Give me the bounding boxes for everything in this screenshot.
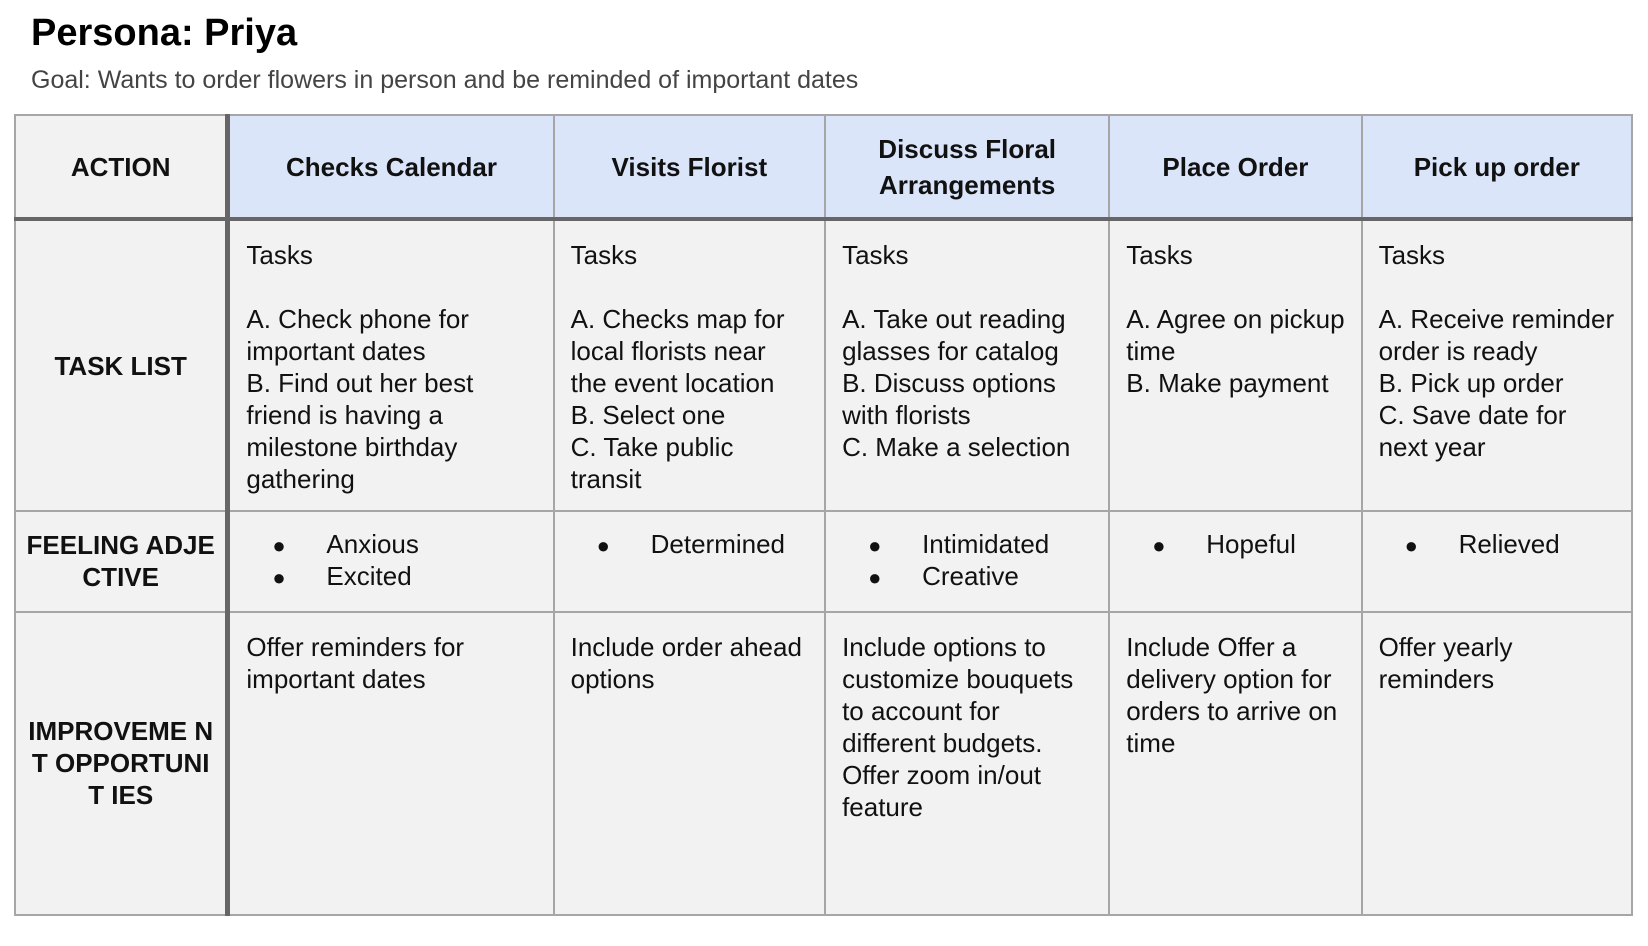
stage-header-pick-up-order: Pick up order	[1362, 115, 1632, 219]
improvement-row	[15, 612, 1632, 915]
stage-header-visits-florist: Visits Florist	[554, 115, 825, 219]
feeling-cell-discuss-floral	[825, 511, 1109, 612]
feeling-cell-pick-up-order	[1362, 511, 1632, 612]
improvement-text: Offer reminders for important dates	[246, 631, 465, 694]
feeling-item	[826, 528, 1108, 560]
bullet-dot-icon: ●	[1404, 533, 1418, 559]
improvement-text: Include options to customize bouquets to account for different budgets. Offer zoom in/out feature	[842, 631, 1074, 822]
feeling-cell-checks-calendar	[228, 511, 554, 612]
task-text: Tasks A. Agree on pickup time B. Make payment	[1126, 240, 1345, 398]
journey-map-table	[14, 114, 1633, 916]
feeling-row	[15, 511, 1632, 612]
stage-header-row	[15, 115, 1632, 219]
feeling-text: Hopeful	[1206, 529, 1296, 560]
bullet-dot-icon: ●	[272, 533, 286, 559]
row-header-feeling: FEELING ADJECTIVE	[15, 511, 228, 612]
feeling-list	[826, 512, 1108, 592]
row-header-improvement: IMPROVEME NT OPPORTUNIT IES	[15, 612, 228, 915]
stage-header-checks-calendar: Checks Calendar	[228, 115, 554, 219]
bullet-dot-icon: ●	[868, 533, 882, 559]
feeling-cell-place-order	[1109, 511, 1361, 612]
task-cell-pick-up-order	[1362, 219, 1632, 511]
improvement-cell-discuss-floral	[825, 612, 1109, 915]
bullet-dot-icon: ●	[596, 533, 610, 559]
improvement-cell-checks-calendar	[228, 612, 554, 915]
feeling-item	[555, 528, 824, 560]
feeling-text: Relieved	[1458, 529, 1560, 560]
feeling-list	[555, 512, 824, 560]
bullet-dot-icon: ●	[1152, 533, 1166, 559]
feeling-text: Determined	[650, 529, 786, 560]
persona-title: Persona: Priya	[31, 12, 298, 54]
task-cell-checks-calendar	[228, 219, 554, 511]
improvement-cell-place-order	[1109, 612, 1361, 915]
task-cell-visits-florist	[554, 219, 825, 511]
feeling-text: Anxious	[326, 529, 419, 560]
improvement-text: Include order ahead options	[570, 631, 802, 694]
stage-header-discuss-floral-arrangements: Discuss Floral Arrangements	[825, 115, 1109, 219]
task-text: Tasks A. Take out reading glasses for catalog B. Discuss options with florists C. Make a selection	[842, 240, 1071, 462]
row-header-action: ACTION	[15, 115, 228, 219]
feeling-item	[826, 560, 1108, 592]
task-list-row	[15, 219, 1632, 511]
stage-header-place-order: Place Order	[1109, 115, 1361, 219]
improvement-text: Offer yearly reminders	[1378, 631, 1513, 694]
task-text: Tasks A. Receive reminder order is ready B. Pick up order C. Save date for next year	[1378, 240, 1615, 462]
improvement-cell-visits-florist	[554, 612, 825, 915]
row-header-task-list: TASK LIST	[15, 219, 228, 511]
task-text: Tasks A. Check phone for important dates B. Find out her best friend is having a milestone birthday gathering	[246, 240, 474, 494]
improvement-text: Include Offer a delivery option for orders to arrive on time	[1126, 631, 1338, 758]
task-cell-discuss-floral	[825, 219, 1109, 511]
feeling-item	[1110, 528, 1360, 560]
feeling-text: Creative	[922, 561, 1019, 592]
feeling-text: Intimidated	[922, 529, 1050, 560]
bullet-dot-icon: ●	[868, 565, 882, 591]
feeling-item	[230, 560, 552, 592]
bullet-dot-icon: ●	[272, 565, 286, 591]
feeling-item	[1363, 528, 1631, 560]
feeling-list	[1363, 512, 1631, 560]
task-cell-place-order	[1109, 219, 1361, 511]
improvement-cell-pick-up-order	[1362, 612, 1632, 915]
task-text: Tasks A. Checks map for local florists near the event location B. Select one C. Take public transit	[570, 240, 785, 494]
feeling-item	[230, 528, 552, 560]
feeling-list	[1110, 512, 1360, 560]
persona-goal: Goal: Wants to order flowers in person and be reminded of important dates	[31, 66, 859, 94]
feeling-text: Excited	[326, 561, 412, 592]
feeling-list	[230, 512, 552, 592]
feeling-cell-visits-florist	[554, 511, 825, 612]
